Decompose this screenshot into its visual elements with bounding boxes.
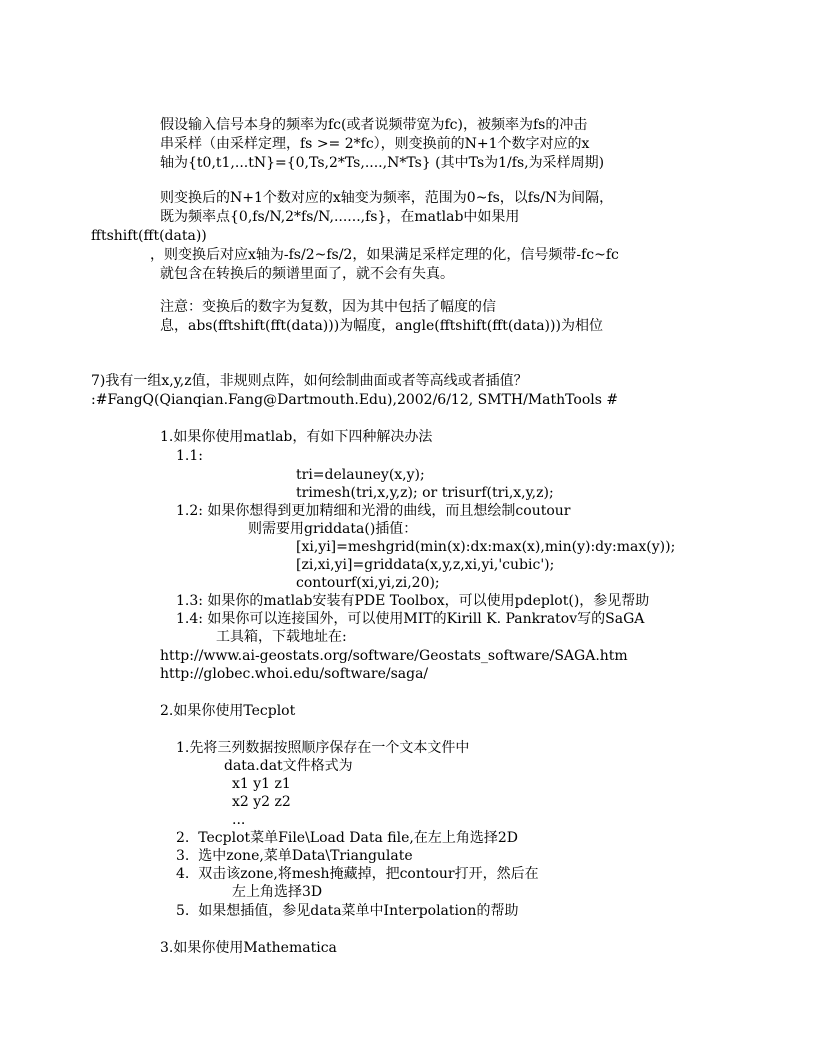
list-item: 1.3: 如果你的matlab安装有PDE Toolbox，可以使用pdeplot()，参见帮助 bbox=[176, 593, 650, 609]
question-title: 7)我有一组x,y,z值，非规则点阵，如何绘制曲面或者等高线或者插值？ bbox=[91, 373, 528, 389]
code-line: ... bbox=[232, 812, 246, 828]
list-item: 5. 如果想插值，参见data菜单中Interpolation的帮助 bbox=[176, 903, 519, 919]
list-item: 1.2: 如果你想得到更加精细和光滑的曲线，而且想绘制coutour bbox=[176, 503, 571, 519]
list-item: 1.4: 如果你可以连接国外，可以使用MIT的Kirill K. Pankratov写的SaGA bbox=[176, 611, 645, 627]
question-author: :#FangQ(Qianqian.Fang@Dartmouth.Edu),2002/6/12, SMTH/MathTools # bbox=[91, 392, 619, 408]
url-line: http://www.ai-geostats.org/software/Geostats_software/SAGA.htm bbox=[160, 648, 628, 664]
section-title: 3.如果你使用Mathematica bbox=[160, 940, 337, 956]
paragraph-line: 轴为{t0,t1,...tN}={0,Ts,2*Ts,....,N*Ts} (其中Ts为1/fs,为采样周期) bbox=[160, 155, 605, 171]
url-line: http://globec.whoi.edu/software/saga/ bbox=[160, 666, 429, 682]
list-item: 1.先将三列数据按照顺序保存在一个文本文件中 bbox=[176, 740, 470, 756]
paragraph-line: 息，abs(fftshift(fft(data)))为幅度，angle(fftshift(fft(data)))为相位 bbox=[160, 318, 603, 334]
paragraph-line: fftshift(fft(data)) bbox=[91, 228, 207, 244]
paragraph-line: 注意：变换后的数字为复数，因为其中包括了幅度的信 bbox=[160, 299, 496, 315]
list-item: 1.1: bbox=[176, 448, 203, 464]
paragraph-line: 既为频率点{0,fs/N,2*fs/N,......,fs}，在matlab中如果用 bbox=[160, 209, 520, 225]
list-item-continuation: 则需要用griddata()插值： bbox=[248, 521, 418, 537]
section-title: 1.如果你使用matlab，有如下四种解决办法 bbox=[160, 429, 433, 445]
code-line: x1 y1 z1 bbox=[232, 776, 291, 792]
paragraph-line: 假设输入信号本身的频率为fc(或者说频带宽为fc)，被频率为fs的冲击 bbox=[160, 117, 588, 133]
list-item: 3. 选中zone,菜单Data\Triangulate bbox=[176, 848, 413, 864]
code-line: tri=delauney(x,y); bbox=[296, 467, 425, 483]
paragraph-line: 串采样（由采样定理，fs >= 2*fc），则变换前的N+1个数字对应的x bbox=[160, 136, 590, 152]
list-item-continuation: 左上角选择3D bbox=[232, 884, 323, 900]
code-line: x2 y2 z2 bbox=[232, 794, 291, 810]
list-item: 2. Tecplot菜单File\Load Data file,在左上角选择2D bbox=[176, 830, 518, 846]
code-line: [xi,yi]=meshgrid(min(x):dx:max(x),min(y):dy:max(y)); bbox=[296, 539, 676, 555]
code-line: [zi,xi,yi]=griddata(x,y,z,xi,yi,'cubic'); bbox=[296, 557, 555, 573]
list-item-continuation: 工具箱，下载地址在: bbox=[216, 629, 347, 645]
code-line: trimesh(tri,x,y,z); or trisurf(tri,x,y,z); bbox=[296, 485, 554, 501]
list-item: 4. 双击该zone,将mesh掩藏掉，把contour打开，然后在 bbox=[176, 866, 539, 882]
section-title: 2.如果你使用Tecplot bbox=[160, 703, 296, 719]
paragraph-line: 就包含在转换后的频谱里面了，就不会有失真。 bbox=[160, 266, 454, 282]
paragraph-line: 则变换后的N+1个数对应的x轴变为频率，范围为0~fs，以fs/N为间隔， bbox=[160, 190, 614, 206]
list-item-continuation: data.dat文件格式为 bbox=[224, 758, 353, 774]
code-line: contourf(xi,yi,zi,20); bbox=[296, 575, 440, 591]
paragraph-line: ，则变换后对应x轴为-fs/2~fs/2，如果满足采样定理的化，信号频带-fc~fc bbox=[150, 247, 619, 263]
